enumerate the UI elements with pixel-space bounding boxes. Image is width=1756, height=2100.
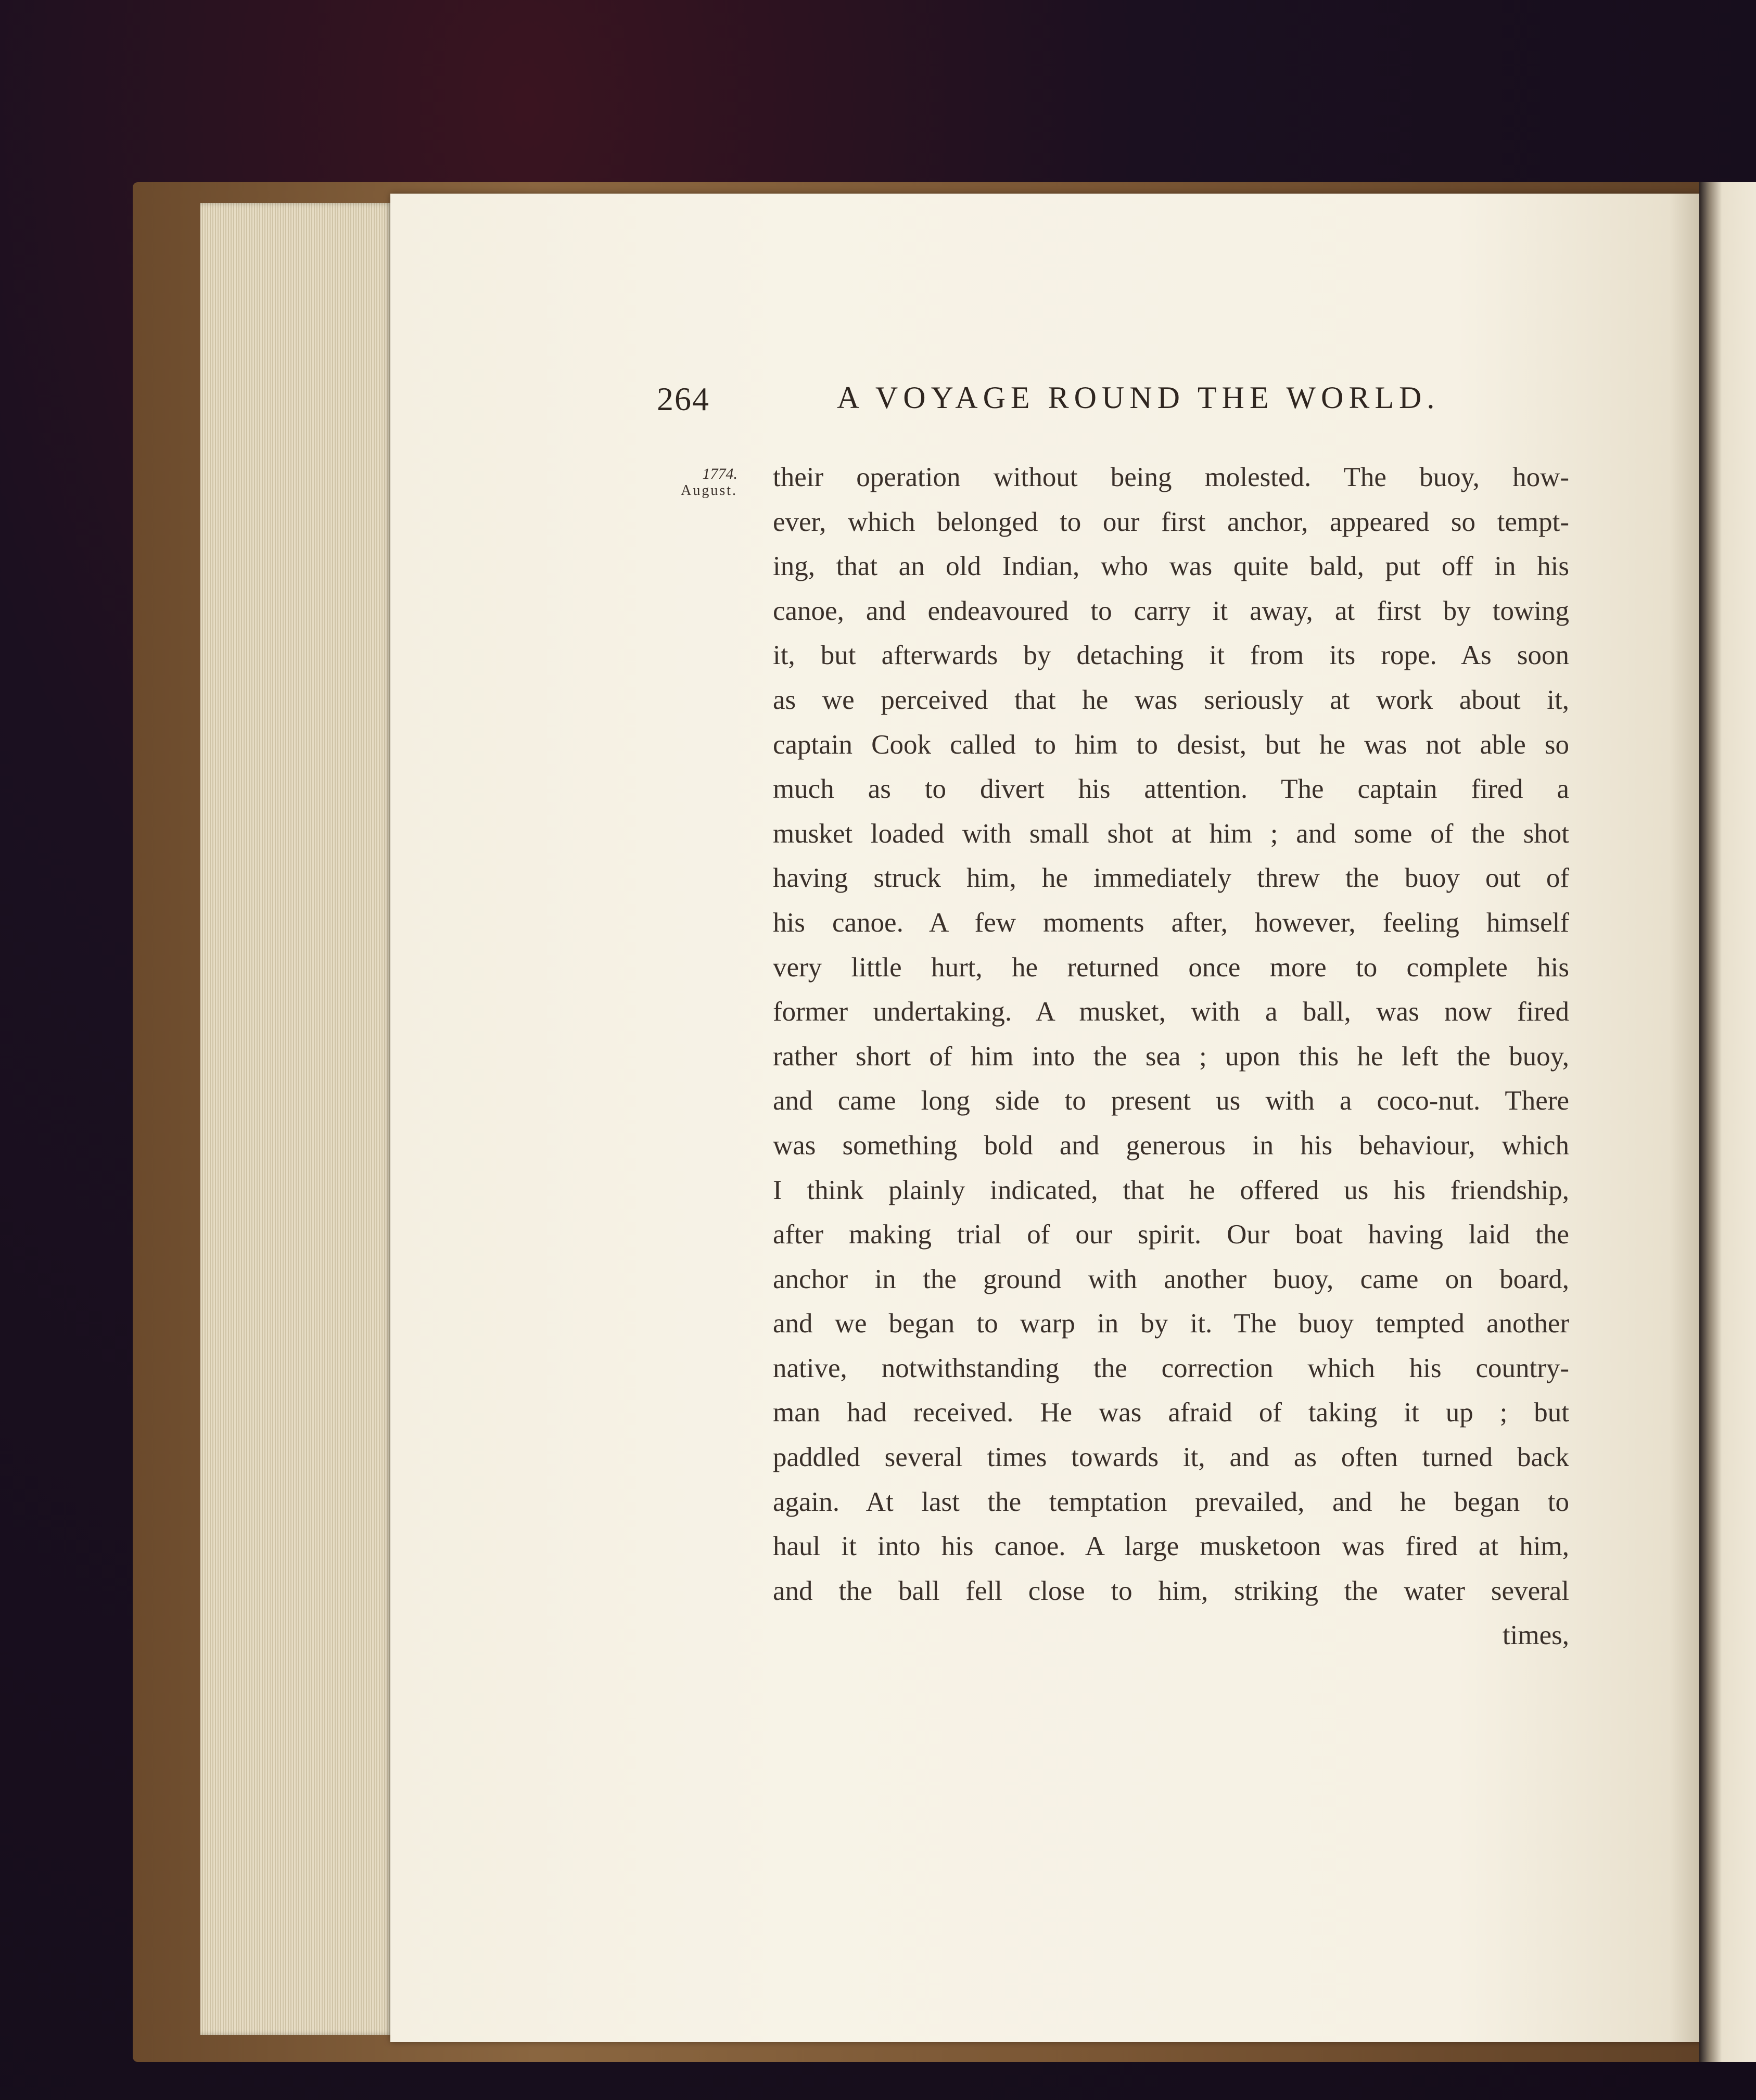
margin-note-date bbox=[657, 466, 737, 499]
margin-year: 1774. bbox=[702, 465, 737, 482]
text-line: his canoe. A few moments after, however, feeling himself bbox=[773, 907, 1569, 938]
text-line: having struck him, he immediately threw the buoy out of bbox=[773, 863, 1569, 894]
text-line: paddled several times towards it, and as often turned back bbox=[773, 1442, 1569, 1473]
text-line: man had received. He was afraid of taking it up ; but bbox=[773, 1397, 1569, 1428]
body-text bbox=[773, 455, 1569, 1658]
text-line: very little hurt, he returned once more to complete his bbox=[773, 952, 1569, 983]
text-line: after making trial of our spirit. Our boat having laid the bbox=[773, 1219, 1569, 1250]
catchword: times, bbox=[1502, 1620, 1569, 1651]
text-line: ever, which belonged to our first anchor, appeared so tempt- bbox=[773, 506, 1569, 537]
text-line: haul it into his canoe. A large musketoon was fired at him, bbox=[773, 1531, 1569, 1562]
text-line: captain Cook called to him to desist, but he was not able so bbox=[773, 729, 1569, 760]
text-line: ing, that an old Indian, who was quite bald, put off in his bbox=[773, 551, 1569, 582]
text-line: musket loaded with small shot at him ; and some of the shot bbox=[773, 818, 1569, 849]
text-line: again. At last the temptation prevailed, and he began to bbox=[773, 1486, 1569, 1517]
text-line: much as to divert his attention. The captain fired a bbox=[773, 774, 1569, 805]
text-line: and came long side to present us with a coco-nut. There bbox=[773, 1086, 1569, 1116]
text-line: as we perceived that he was seriously at work about it, bbox=[773, 684, 1569, 715]
facing-page-edge bbox=[1699, 182, 1756, 2062]
text-line: native, notwithstanding the correction which his country- bbox=[773, 1353, 1569, 1383]
text-line: rather short of him into the sea ; upon this he left the buoy, bbox=[773, 1041, 1569, 1072]
running-head bbox=[657, 380, 1573, 437]
text-line: and the ball fell close to him, striking the water several bbox=[773, 1575, 1569, 1606]
text-line: anchor in the ground with another buoy, came on board, bbox=[773, 1264, 1569, 1294]
page-number: 264 bbox=[657, 380, 710, 417]
text-line: canoe, and endeavoured to carry it away, at first by towing bbox=[773, 595, 1569, 626]
text-line: was something bold and generous in his behaviour, which bbox=[773, 1130, 1569, 1161]
text-line: it, but afterwards by detaching it from its rope. As soon bbox=[773, 640, 1569, 671]
text-line: former undertaking. A musket, with a ball, was now fired bbox=[773, 997, 1569, 1027]
running-title: A VOYAGE ROUND THE WORLD. bbox=[837, 380, 1440, 415]
text-line: and we began to warp in by it. The buoy tempted another bbox=[773, 1308, 1569, 1339]
text-line: their operation without being molested. The buoy, how- bbox=[773, 462, 1569, 492]
text-line: I think plainly indicated, that he offered us his friendship, bbox=[773, 1175, 1569, 1205]
margin-month: August. bbox=[681, 482, 737, 499]
page-edges bbox=[200, 203, 393, 2035]
